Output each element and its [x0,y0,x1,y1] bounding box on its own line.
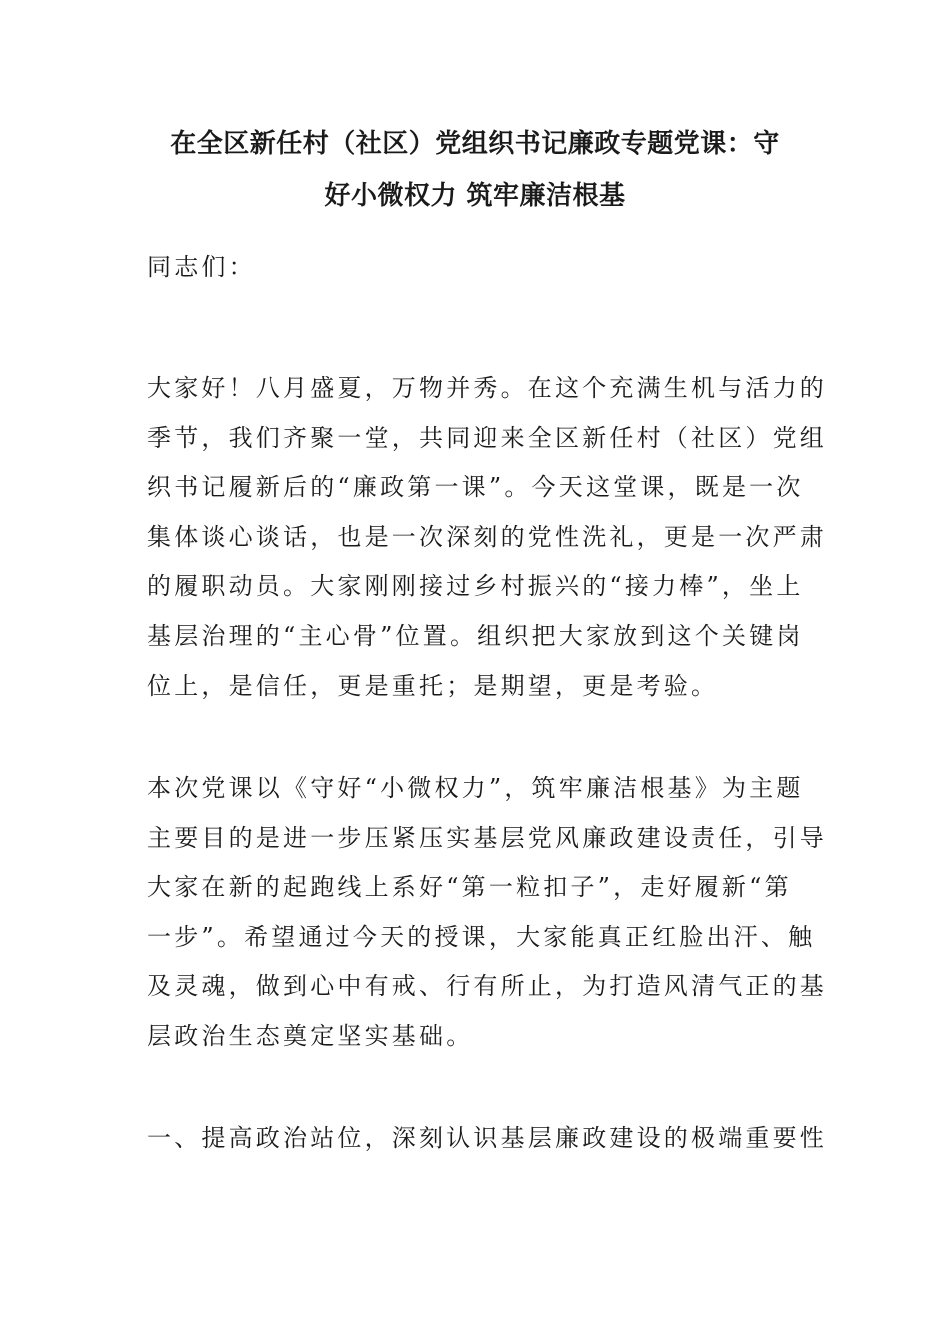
paragraph-line: 及灵魂，做到心中有戒、行有所止，为打造风清气正的基 [147,972,827,1001]
paragraph-line: 位上，是信任，更是重托；是期望，更是考验。 [147,671,719,700]
greeting [147,243,807,293]
paragraph-line: 层政治生态奠定坚实基础。 [147,1021,474,1050]
paragraph-line: 本次党课以《守好“小微权力”，筑牢廉洁根基》为主题 [147,774,804,802]
paragraph-line: 季节，我们齐聚一堂，共同迎来全区新任村（社区）党组 [147,423,827,452]
paragraph-line: 大家好！八月盛夏，万物并秀。在这个充满生机与活力的 [147,374,827,402]
document-title [140,118,810,222]
paragraph-line: 集体谈心谈话，也是一次深刻的党性洗礼，更是一次严肃 [147,522,827,551]
section-heading-1 [147,1114,827,1164]
title-line: 在全区新任村（社区）党组织书记廉政专题党课：守 [170,129,780,159]
section-heading-text: 一、提高政治站位，深刻认识基层廉政建设的极端重要性 [147,1124,827,1152]
title-line: 好小微权力 筑牢廉洁根基 [324,181,626,211]
paragraph-line: 大家在新的起跑线上系好“第一粒扣子”，走好履新“第 [147,873,792,902]
paragraph-line: 的履职动员。大家刚刚接过乡村振兴的“接力棒”，坐上 [147,572,804,601]
paragraph-line: 织书记履新后的“廉政第一课”。今天这堂课，既是一次 [147,473,804,502]
paragraph-line: 基层治理的“主心骨”位置。组织把大家放到这个关键岗 [147,621,804,650]
paragraph-line: 一步”。希望通过今天的授课，大家能真正红脸出汗、触 [147,922,816,951]
greeting-text: 同志们： [147,253,256,281]
paragraph-line: 主要目的是进一步压紧压实基层党风廉政建设责任，引导 [147,823,827,852]
paragraph-opening [147,364,827,711]
paragraph-purpose [147,764,827,1062]
